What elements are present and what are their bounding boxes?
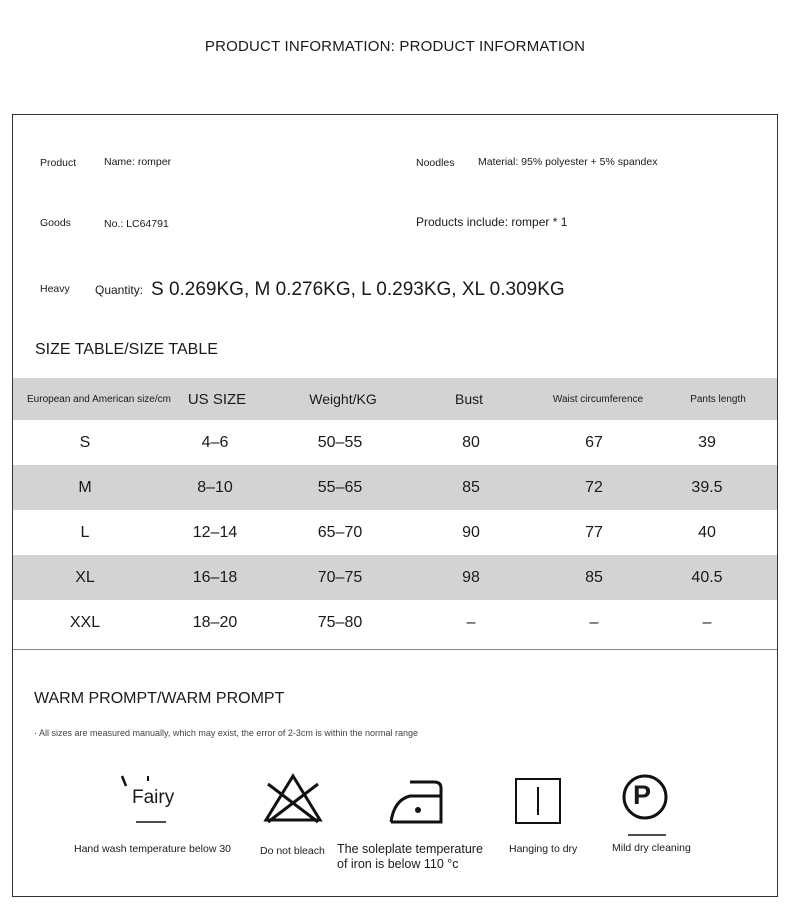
cell-us-size: 8–10 xyxy=(197,478,233,496)
product-label: Product xyxy=(40,157,77,169)
noodles-label: Noodles xyxy=(416,157,455,169)
cell-waist: 77 xyxy=(585,523,603,541)
table-row xyxy=(13,600,777,645)
weights: S 0.269KG, M 0.276KG, L 0.293KG, XL 0.309KG xyxy=(151,279,565,300)
size-table xyxy=(13,378,777,645)
size-table-title: SIZE TABLE/SIZE TABLE xyxy=(35,341,218,358)
products-include: Products include: romper * 1 xyxy=(416,215,568,229)
material: Material: 95% polyester + 5% spandex xyxy=(478,156,658,168)
heavy-label: Heavy xyxy=(40,283,70,295)
cell-pants-length: – xyxy=(702,613,712,631)
product-number: No.: LC64791 xyxy=(104,218,169,230)
cell-pants-length: 40.5 xyxy=(691,568,723,586)
no-bleach-caption: Do not bleach xyxy=(260,845,325,857)
header-waist: Waist circumference xyxy=(552,393,644,405)
cell-eu-size: L xyxy=(80,523,90,541)
cell-pants-length: 39.5 xyxy=(691,478,723,496)
cell-weight: 70–75 xyxy=(317,568,363,586)
iron-icon xyxy=(388,778,444,826)
cell-waist: 67 xyxy=(585,433,603,451)
dry-clean-underline-icon xyxy=(628,824,666,828)
cell-weight: 55–65 xyxy=(317,478,363,496)
cell-weight: 65–70 xyxy=(317,523,363,541)
section-divider xyxy=(13,649,777,650)
cell-weight: 50–55 xyxy=(317,433,363,451)
cell-bust: 98 xyxy=(462,568,480,586)
header-weight: Weight/KG xyxy=(309,391,377,407)
dry-clean-caption: Mild dry cleaning xyxy=(612,842,691,854)
cell-eu-size: XL xyxy=(75,568,95,586)
table-row xyxy=(13,510,777,555)
header-pants-length: Pants length xyxy=(690,393,746,405)
quantity-label: Quantity: xyxy=(95,283,144,297)
fairy-label: Fairy xyxy=(132,787,175,808)
cell-pants-length: 39 xyxy=(698,433,716,451)
cell-us-size: 16–18 xyxy=(192,568,238,586)
iron-caption-line1: The soleplate temperature xyxy=(337,842,483,856)
cell-us-size: 18–20 xyxy=(192,613,238,631)
table-row xyxy=(13,465,777,510)
header-eu-size: European and American size/cm xyxy=(27,393,171,405)
header-bust: Bust xyxy=(454,391,483,407)
cell-bust: 80 xyxy=(462,433,480,451)
cell-waist: 72 xyxy=(585,478,603,496)
cell-waist: – xyxy=(589,613,599,631)
measurement-note: · All sizes are measured manually, which may exist, the error of 2-3cm is within the normal range xyxy=(34,728,418,738)
page-title: PRODUCT INFORMATION: PRODUCT INFORMATION xyxy=(204,38,586,55)
header-us-size: US SIZE xyxy=(187,390,247,408)
hand-wash-caption: Hand wash temperature below 30 xyxy=(74,843,232,855)
table-row xyxy=(13,555,777,600)
product-name: Name: romper xyxy=(104,156,172,168)
cell-waist: 85 xyxy=(585,568,603,586)
cell-bust: 85 xyxy=(462,478,480,496)
cell-eu-size: S xyxy=(79,433,91,451)
warm-prompt-title: WARM PROMPT/WARM PROMPT xyxy=(34,690,285,707)
cell-eu-size: M xyxy=(78,478,92,496)
cell-bust: 90 xyxy=(462,523,480,541)
table-header-row xyxy=(13,378,777,420)
cell-bust: – xyxy=(466,613,476,631)
cell-weight: 75–80 xyxy=(317,613,363,631)
hand-wash-icon xyxy=(118,772,178,828)
cell-eu-size: XXL xyxy=(69,613,101,631)
no-bleach-icon xyxy=(262,772,324,824)
hang-dry-icon xyxy=(514,777,562,825)
goods-label: Goods xyxy=(40,217,71,229)
hang-dry-caption: Hanging to dry xyxy=(509,843,578,855)
iron-caption-line2: of iron is below 110 °c xyxy=(337,857,459,871)
table-row xyxy=(13,420,777,465)
dry-clean-letter: P xyxy=(633,780,652,810)
cell-us-size: 4–6 xyxy=(201,433,229,451)
cell-pants-length: 40 xyxy=(698,523,716,541)
cell-us-size: 12–14 xyxy=(192,523,238,541)
